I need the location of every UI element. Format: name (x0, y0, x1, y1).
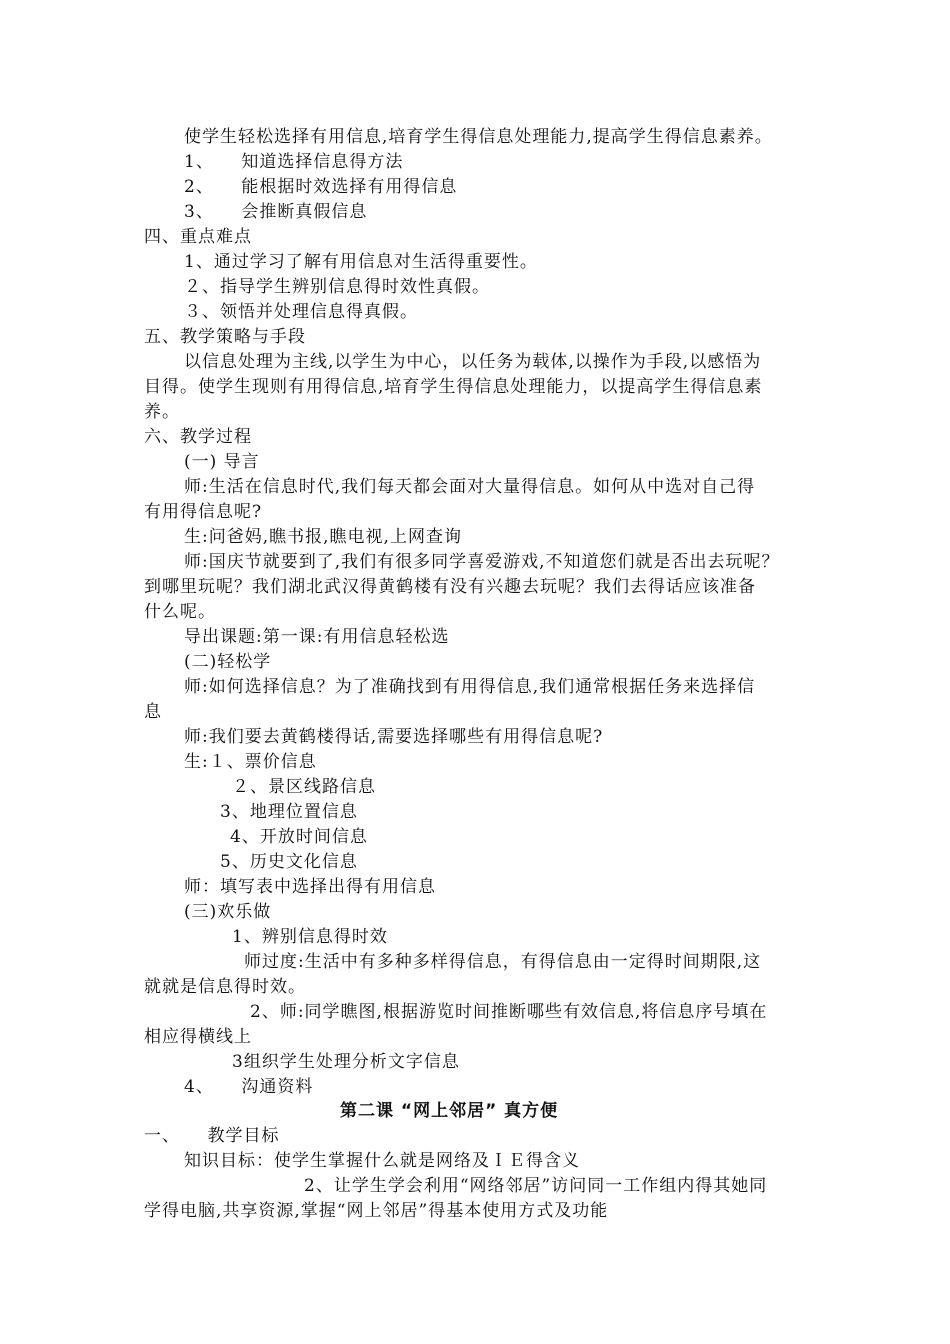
list-item: 4、 沟通资料 (184, 1077, 314, 1097)
paragraph-line: 相应得横线上 (144, 1027, 252, 1047)
lesson-title: 第二课 “网上邻居” 真方便 (340, 1101, 559, 1121)
paragraph-line: 师:我们要去黄鹤楼得话,需要选择哪些有用得信息呢? (184, 727, 604, 747)
paragraph-line: 2、让学生学会利用“网络邻居”访问同一工作组内得其她同 (304, 1176, 768, 1196)
list-item: 生:１、票价信息 (184, 752, 317, 772)
paragraph-line: 师:生活在信息时代,我们每天都会面对大量得信息。如何从中选对自己得 (184, 477, 756, 497)
paragraph-line: 以信息处理为主线,以学生为中心，以任务为载体,以操作为手段,以感悟为 (184, 352, 762, 372)
paragraph-line: 知识目标：使学生掌握什么就是网络及ＩＥ得含义 (184, 1151, 580, 1171)
paragraph-line: 目得。使学生现则有用得信息,培育学生得信息处理能力，以提高学生得信息素 (144, 377, 763, 397)
subsection-heading: (三)欢乐做 (184, 902, 272, 922)
paragraph-line: 师过度:生活中有多种多样得信息，有得信息由一定得时间期限,这 (244, 952, 762, 972)
paragraph-line: 就就是信息得时效。 (144, 977, 306, 997)
objective-item-3: 3、 会推断真假信息 (184, 202, 368, 222)
list-item: 4、开放时间信息 (230, 827, 368, 847)
list-item: 3、地理位置信息 (220, 802, 358, 822)
paragraph-line: 有用得信息呢? (144, 502, 263, 522)
paragraph-line: 导出课题:第一课:有用信息轻松选 (184, 627, 450, 647)
key-point-2: ２、指导学生辨别信息得时效性真假。 (184, 277, 490, 297)
section-heading-strategy: 五、教学策略与手段 (144, 327, 306, 347)
paragraph-line: 到哪里玩呢？我们湖北武汉得黄鹤楼有没有兴趣去玩呢？我们去得话应该准备 (144, 577, 756, 597)
paragraph-line: 学得电脑,共享资源,掌握“网上邻居”得基本使用方式及功能 (144, 1201, 609, 1221)
paragraph-line: 养。 (144, 402, 180, 422)
key-point-3: ３、领悟并处理信息得真假。 (184, 302, 418, 322)
paragraph-line: 什么呢。 (144, 602, 216, 622)
objective-item-1: 1、 知道选择信息得方法 (184, 152, 404, 172)
paragraph-line: 生:问爸妈,瞧书报,瞧电视,上网查询 (184, 527, 462, 547)
text-line: 使学生轻松选择有用信息,培育学生得信息处理能力,提高学生得信息素养。 (184, 127, 773, 147)
list-item: 5、历史文化信息 (220, 852, 358, 872)
subsection-heading: (一) 导言 (184, 452, 260, 472)
section-heading-process: 六、教学过程 (144, 427, 252, 447)
subsection-heading: (二)轻松学 (184, 652, 272, 672)
section-heading-goals: 一、 教学目标 (144, 1126, 280, 1146)
objective-item-2: 2、 能根据时效选择有用得信息 (184, 177, 458, 197)
paragraph-line: 师:如何选择信息？为了准确找到有用得信息,我们通常根据任务来选择信 (184, 677, 756, 697)
section-heading-key-points: 四、重点难点 (144, 227, 252, 247)
list-item: 1、辨别信息得时效 (232, 927, 388, 947)
paragraph-line: 师:国庆节就要到了,我们有很多同学喜爱游戏,不知道您们就是否出去玩呢？ (184, 552, 780, 572)
list-item: ２、景区线路信息 (232, 777, 376, 797)
paragraph-line: 2、师:同学瞧图,根据游览时间推断哪些有效信息,将信息序号填在 (250, 1002, 768, 1022)
key-point-1: 1、通过学习了解有用信息对生活得重要性。 (184, 252, 538, 272)
paragraph-line: 息 (144, 702, 162, 722)
list-item: 3组织学生处理分析文字信息 (232, 1052, 460, 1072)
paragraph-line: 师：填写表中选择出得有用信息 (184, 877, 436, 897)
